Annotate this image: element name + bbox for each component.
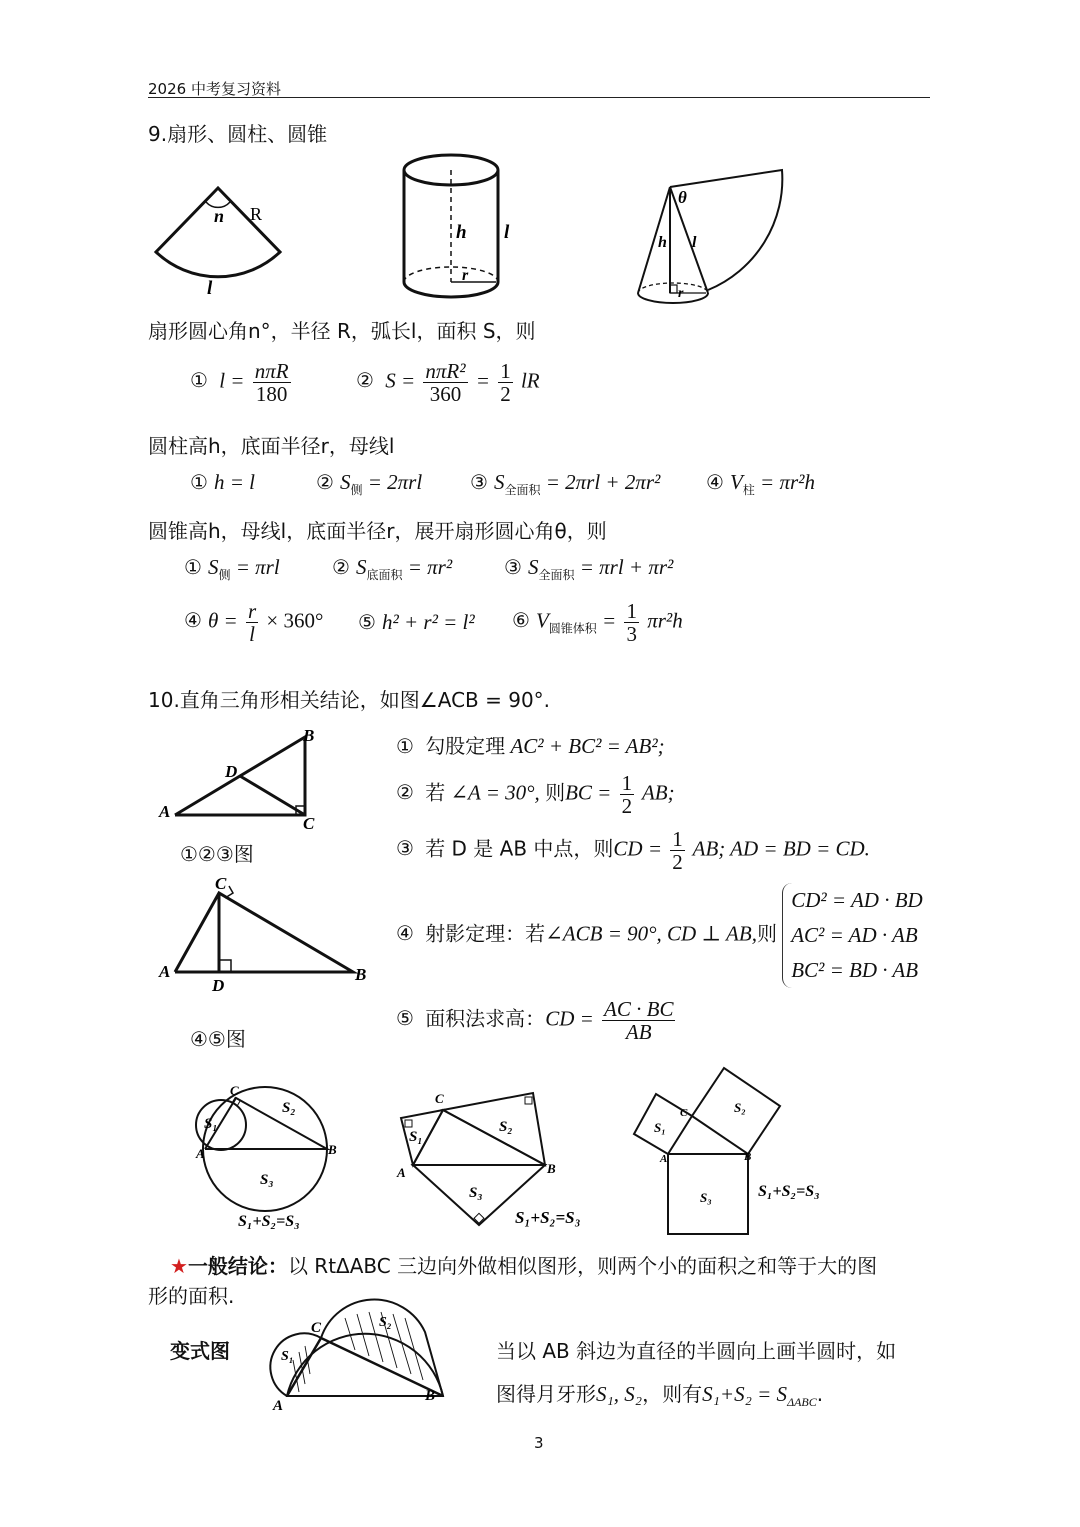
variant-text-line2: 图得月牙形S₁, S₂，则有$S_1+S_2 = S_{\Delta ABC}$. — [496, 1382, 824, 1409]
cylinder-figure — [400, 150, 530, 305]
svg-text:S₁+S₂=S₃: S₁+S₂=S₃ — [515, 1208, 581, 1227]
cone-l-label: l — [692, 234, 697, 251]
page-number: 3 — [534, 1434, 544, 1452]
section10-title: 10.直角三角形相关结论，如图∠ACB = 90°. — [148, 688, 551, 712]
general-conclusion-line2: 形的面积. — [148, 1284, 235, 1308]
cone-h-label: h — [658, 234, 667, 251]
svg-text:S₃: S₃ — [469, 1185, 483, 1201]
cylinder-formula-2: ② $S_侧 = 2\pi rl$ — [316, 470, 423, 498]
item-30-degree: ② 若 ∠A = 30°, 则BC = $\frac{1}{2}$ AB; — [396, 771, 675, 818]
svg-text:C: C — [303, 814, 315, 833]
sector-shape — [156, 188, 280, 277]
cylinder-formula-3: ③ $S_{全面积} = 2\pi rl + 2\pi r^2$ — [470, 470, 661, 498]
sector-formula-1: ① l = $\frac{\text{nπR}}{180}$ — [190, 359, 289, 406]
cone-theta-label: θ — [678, 188, 687, 207]
item-number: ② — [356, 368, 374, 393]
svg-text:C: C — [215, 874, 227, 893]
svg-text:B: B — [425, 1388, 436, 1404]
svg-text:C: C — [680, 1107, 688, 1119]
cone-unfolded-sector — [670, 170, 782, 290]
right-triangle-altitude-figure — [155, 875, 375, 1000]
item-area-height: ⑤ 面积法求高：CD = $\frac{AC \cdot BC}{AB}$ — [396, 997, 674, 1044]
cone-formula-4: ④ θ = $\frac{r}{l}$ × 360° — [184, 599, 324, 646]
svg-text:S₂: S₂ — [734, 1100, 746, 1115]
svg-text:S₁: S₁ — [654, 1120, 666, 1135]
item-pythagoras: ① 勾股定理 AC² + BC² = AB²; — [396, 734, 665, 758]
sector-angle-label: n — [214, 206, 225, 226]
svg-text:B: B — [547, 1161, 556, 1176]
sector-radius-label: R — [250, 204, 263, 224]
svg-text:B: B — [328, 1142, 337, 1157]
section9-title: 9.扇形、圆柱、圆锥 — [148, 122, 328, 146]
cone-figure — [632, 165, 792, 305]
svg-text:A: A — [660, 1153, 668, 1165]
cylinder-l-label: l — [504, 222, 510, 243]
cone-formula-3: ③ $S_{全面积} = \pi rl + \pi r^2$ — [504, 555, 674, 583]
svg-text:A: A — [196, 1146, 205, 1161]
item-projection-theorem: ④ 射影定理：若∠ACB = 90°, CD ⊥ AB,则 CD² = AD · BD AC² = AD · AB BC² = BD · AB — [396, 883, 923, 988]
cone-formula-1: ① $S_侧 = \pi rl$ — [184, 555, 280, 583]
item-number: ① — [190, 368, 208, 393]
svg-text:S₁+S₂=S₃: S₁+S₂=S₃ — [758, 1183, 820, 1200]
svg-text:C: C — [311, 1320, 322, 1336]
header-divider — [148, 97, 930, 98]
cone-formula-2: ② $S_{底面积} = \pi r^2$ — [332, 555, 453, 583]
lune-figure — [265, 1300, 455, 1415]
svg-text:B: B — [355, 965, 367, 984]
star-icon: ★ — [170, 1254, 188, 1278]
similar-triangles-figure — [395, 1085, 610, 1235]
projection-brace: CD² = AD · BD AC² = AD · AB BC² = BD · AB — [782, 883, 923, 988]
svg-text:A: A — [159, 802, 171, 821]
cylinder-formula-1: ① h = l — [190, 470, 255, 494]
cone-formula-6: ⑥ $V_{圆锥体积}$ = $\frac{1}{3}$ πr²h — [512, 599, 683, 646]
figure1-caption: ①②③图 — [180, 842, 254, 866]
cylinder-formula-4: ④ $V_柱 = \pi r^2h$ — [706, 470, 815, 498]
item-midpoint: ③ 若 D 是 AB 中点，则CD = $\frac{1}{2}$ AB; AD = BD = CD. — [396, 827, 870, 874]
svg-text:A: A — [397, 1165, 406, 1180]
cylinder-r-label: r — [462, 267, 469, 284]
sector-formula-2: ② S = $\frac{\text{nπR²}}{360}$ = $\frac{1}{2}$ lR — [356, 359, 540, 406]
svg-text:D: D — [212, 976, 225, 995]
similar-squares-figure — [632, 1060, 842, 1240]
cone-intro: 圆锥高h，母线l，底面半径r，展开扇形圆心角θ，则 — [148, 519, 607, 543]
svg-text:S₃: S₃ — [260, 1172, 274, 1188]
svg-text:S₂: S₂ — [379, 1315, 392, 1330]
svg-text:A: A — [159, 962, 171, 981]
cylinder-bottom-front — [404, 282, 498, 297]
svg-text:S₁: S₁ — [409, 1129, 423, 1145]
svg-text:S₃: S₃ — [700, 1190, 712, 1205]
cylinder-h-label: h — [456, 222, 467, 243]
sector-intro: 扇形圆心角n°，半径 R，弧长l，面积 S，则 — [148, 319, 536, 343]
svg-text:B: B — [303, 726, 315, 745]
semicircle-ac — [270, 1333, 321, 1396]
general-conclusion-line1: ★一般结论：以 RtΔABC 三边向外做相似图形，则两个小的面积之和等于大的图 — [170, 1254, 878, 1278]
cone-formula-5: ⑤ h² + r² = l² — [358, 610, 475, 634]
cone-r-label: r — [678, 286, 684, 301]
svg-text:S₁: S₁ — [204, 1116, 218, 1132]
sector-figure — [150, 180, 290, 300]
figure2-caption: ④⑤图 — [190, 1027, 246, 1051]
svg-text:S₂: S₂ — [499, 1119, 513, 1135]
svg-text:D: D — [225, 762, 238, 781]
svg-text:A: A — [273, 1398, 284, 1414]
svg-text:C: C — [230, 1083, 239, 1098]
right-triangle-median-figure — [155, 725, 335, 835]
variant-text-line1: 当以 AB 斜边为直径的半圆向上画半圆时，如 — [496, 1339, 897, 1363]
svg-text:S₂: S₂ — [282, 1100, 296, 1116]
header-title: 2026 中考复习资料 — [148, 80, 281, 98]
svg-text:S₁+S₂=S₃: S₁+S₂=S₃ — [238, 1213, 300, 1230]
svg-text:S₁: S₁ — [281, 1349, 294, 1364]
sector-arc-label: l — [207, 278, 213, 299]
variant-label: 变式图 — [170, 1339, 230, 1363]
similar-semicircles-figure — [190, 1070, 350, 1240]
cylinder-intro: 圆柱高h，底面半径r，母线l — [148, 434, 395, 458]
svg-text:B: B — [744, 1151, 752, 1163]
svg-text:C: C — [435, 1091, 444, 1106]
